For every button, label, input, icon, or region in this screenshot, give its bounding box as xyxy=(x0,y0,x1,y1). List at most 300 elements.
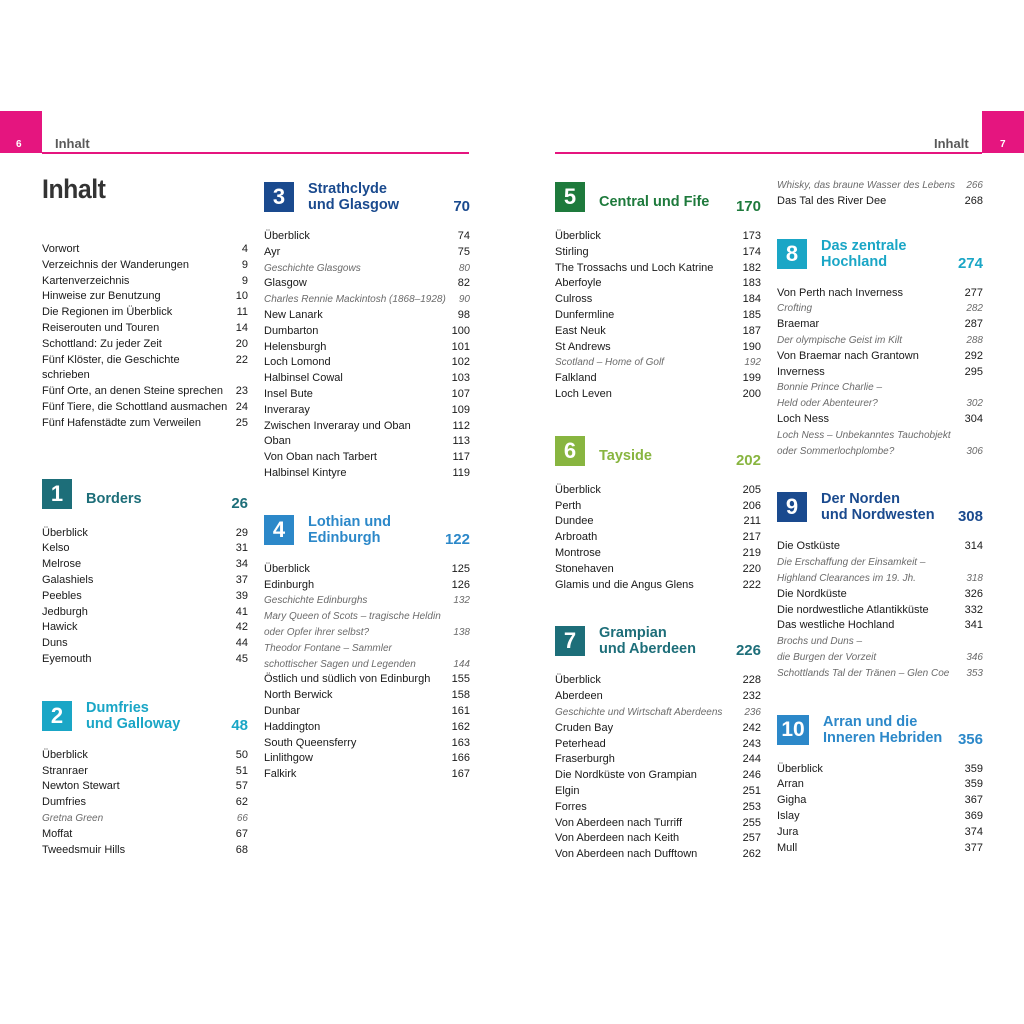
toc-entry xyxy=(555,340,761,356)
toc-feature-entry xyxy=(777,333,983,349)
entry-title: Gigha xyxy=(777,794,807,807)
toc-entry xyxy=(555,689,761,705)
toc-entry xyxy=(42,274,248,290)
chapter-entries xyxy=(777,539,983,681)
entry-title: Brochs und Duns – die Burgen der Vorzeit xyxy=(777,636,877,663)
chapter-heading xyxy=(555,177,761,217)
entry-title: Gretna Green xyxy=(42,812,104,824)
toc-entry xyxy=(777,762,983,778)
entry-page: 304 xyxy=(964,412,983,425)
continued-entries xyxy=(777,178,983,210)
entry-title: Reiserouten und Touren xyxy=(42,321,160,334)
entry-title: Fünf Orte, an denen Steine sprechen xyxy=(42,385,224,398)
entry-title: Kartenverzeichnis xyxy=(42,274,130,287)
toc-entry xyxy=(42,353,248,385)
entry-title: Die nordwestliche Atlantikküste xyxy=(777,603,929,616)
toc-entry xyxy=(777,365,983,381)
chapter-entries xyxy=(555,673,761,863)
right-running-header: Inhalt xyxy=(934,136,969,151)
entry-page: 162 xyxy=(451,720,470,733)
chapters-list xyxy=(777,234,983,857)
entry-page: 51 xyxy=(235,764,248,777)
entry-title: Arbroath xyxy=(555,531,598,544)
entry-title: Die Ostküste xyxy=(777,540,840,553)
toc-entry xyxy=(42,541,248,557)
entry-page: 359 xyxy=(964,762,983,775)
entry-title: Die Erschaffung der Einsamkeit – Highland Clearances im 19. Jh. xyxy=(777,557,926,584)
entry-title: St Andrews xyxy=(555,340,611,353)
entry-title: Stirling xyxy=(555,245,589,258)
entry-title: Galashiels xyxy=(42,573,94,586)
entry-page: 25 xyxy=(235,416,248,429)
entry-page: 101 xyxy=(451,340,470,353)
chapter-number-badge: 2 xyxy=(42,701,72,731)
entry-page: 98 xyxy=(457,308,470,321)
toc-entry xyxy=(555,737,761,753)
entry-title: Theodor Fontane – Sammler schottischer Sagen und Legenden xyxy=(264,642,416,670)
toc-entry xyxy=(555,245,761,261)
chapter-number-badge: 5 xyxy=(555,182,585,212)
entry-page: 306 xyxy=(966,445,983,457)
entry-page: 266 xyxy=(966,180,983,191)
entry-page: 251 xyxy=(742,784,761,797)
entry-title: Von Perth nach Inverness xyxy=(777,286,903,299)
entry-page: 242 xyxy=(742,721,761,734)
entry-title: Überblick xyxy=(555,674,601,687)
entry-page: 220 xyxy=(742,562,761,575)
toc-entry xyxy=(264,688,470,704)
toc-entry xyxy=(42,337,248,353)
toc-entry xyxy=(555,261,761,277)
chapter-heading xyxy=(264,177,470,217)
entry-title: Newton Stewart xyxy=(42,780,120,793)
entry-title: Dumfries xyxy=(42,796,87,809)
toc-entry xyxy=(42,636,248,652)
toc-feature-entry xyxy=(264,292,470,308)
chapters-list xyxy=(264,177,470,783)
chapter-title: Strathclyde und Glasgow xyxy=(308,181,400,213)
chapter-title: Borders xyxy=(86,490,142,507)
entry-title: Glasgow xyxy=(264,277,307,290)
chapter-number-badge: 4 xyxy=(264,515,294,545)
toc-entry xyxy=(42,321,248,337)
entry-page: 57 xyxy=(235,780,248,793)
entry-page: 185 xyxy=(742,308,761,321)
entry-title: Loch Ness xyxy=(777,412,829,425)
entry-page: 341 xyxy=(964,619,983,632)
chapter-heading xyxy=(42,696,248,736)
toc-entry xyxy=(777,777,983,793)
chapter-number-badge: 1 xyxy=(42,479,72,509)
entry-title: Geschichte Edinburghs xyxy=(264,595,368,607)
entry-page: 287 xyxy=(964,318,983,331)
chapter-page: 26 xyxy=(231,494,248,512)
toc-entry xyxy=(42,258,248,274)
entry-title: Fraserburgh xyxy=(555,753,615,766)
entry-title: Schottlands Tal der Tränen – Glen Coe xyxy=(777,667,950,679)
entry-page: 217 xyxy=(742,531,761,544)
entry-title: North Berwick xyxy=(264,689,333,702)
entry-page: 199 xyxy=(742,372,761,385)
entry-page: 236 xyxy=(744,706,761,718)
chapter-page: 202 xyxy=(735,451,761,469)
entry-title: Geschichte und Wirtschaft Aberdeens xyxy=(555,706,723,718)
toc-feature-entry xyxy=(777,634,983,666)
chapter-title: Lothian und Edinburgh xyxy=(308,513,391,546)
toc-feature-entry xyxy=(777,380,983,412)
toc-feature-entry xyxy=(777,301,983,317)
entry-title: Peterhead xyxy=(555,737,606,750)
entry-page: 39 xyxy=(235,589,248,602)
chapter-title: Der Norden und Nordwesten xyxy=(821,491,935,524)
chapter-entries xyxy=(777,762,983,857)
entry-page: 167 xyxy=(451,768,470,781)
toc-entry xyxy=(555,483,761,499)
chapter-page: 170 xyxy=(735,198,761,215)
intro-entries xyxy=(42,242,248,432)
chapter-number-badge: 6 xyxy=(555,436,585,466)
toc-entry xyxy=(42,843,248,859)
toc-feature-entry xyxy=(555,705,761,721)
entry-title: Cruden Bay xyxy=(555,721,614,734)
toc-entry xyxy=(264,720,470,736)
entry-title: Melrose xyxy=(42,558,82,571)
entry-title: Haddington xyxy=(264,720,321,733)
entry-title: Zwischen Inveraray und Oban xyxy=(264,419,411,432)
entry-page: 163 xyxy=(451,736,470,749)
toc-feature-entry xyxy=(777,178,983,194)
toc-feature-entry xyxy=(264,261,470,277)
chapter-entries xyxy=(264,562,470,783)
entry-page: 257 xyxy=(742,832,761,845)
toc-entry xyxy=(777,539,983,555)
left-page-number-tab xyxy=(0,111,42,153)
entry-page: 44 xyxy=(235,637,248,650)
entry-page: 62 xyxy=(235,796,248,809)
entry-page: 255 xyxy=(742,816,761,829)
toc-entry xyxy=(555,831,761,847)
entry-page: 138 xyxy=(453,626,470,638)
left-page-number: 6 xyxy=(16,139,22,150)
entry-page: 367 xyxy=(964,794,983,807)
chapter-page: 356 xyxy=(957,730,983,748)
chapter-number-badge: 10 xyxy=(777,715,809,745)
entry-title: Scotland – Home of Golf xyxy=(555,357,664,369)
entry-page: 187 xyxy=(742,324,761,337)
toc-entry xyxy=(777,841,983,857)
entry-page: 292 xyxy=(964,349,983,362)
entry-page: 332 xyxy=(964,603,983,616)
toc-entry xyxy=(555,768,761,784)
entry-page: 66 xyxy=(236,812,248,824)
chapter-number-badge: 3 xyxy=(264,182,294,212)
entry-page: 268 xyxy=(964,194,983,207)
toc-entry xyxy=(264,736,470,752)
entry-title: Eyemouth xyxy=(42,652,92,665)
entry-page: 174 xyxy=(742,245,761,258)
entry-title: Ayr xyxy=(264,245,281,258)
entry-title: Peebles xyxy=(42,589,82,602)
entry-page: 166 xyxy=(451,752,470,765)
chapters-list xyxy=(555,177,761,863)
entry-title: Die Nordküste xyxy=(777,587,847,600)
toc-entry xyxy=(264,704,470,720)
toc-entry xyxy=(777,317,983,333)
entry-title: Das Tal des River Dee xyxy=(777,194,887,207)
toc-entry xyxy=(42,400,248,416)
toc-entry xyxy=(264,308,470,324)
toc-entry xyxy=(264,672,470,688)
entry-title: Dunbar xyxy=(264,704,301,717)
toc-entry xyxy=(777,412,983,428)
toc-entry xyxy=(264,245,470,261)
entry-title: Das westliche Hochland xyxy=(777,619,895,632)
toc-feature-entry xyxy=(777,555,983,587)
entry-title: Von Oban nach Tarbert xyxy=(264,451,377,464)
entry-page: 184 xyxy=(742,293,761,306)
entry-page: 314 xyxy=(964,540,983,553)
toc-entry xyxy=(264,355,470,371)
entry-page: 45 xyxy=(235,652,248,665)
entry-title: The Trossachs und Loch Katrine xyxy=(555,261,714,274)
entry-page: 74 xyxy=(457,230,470,242)
chapter-title: Central und Fife xyxy=(599,194,710,210)
toc-entry xyxy=(555,800,761,816)
entry-page: 295 xyxy=(964,365,983,378)
entry-page: 374 xyxy=(964,825,983,838)
entry-title: Dumbarton xyxy=(264,324,319,337)
toc-entry xyxy=(264,340,470,356)
toc-entry xyxy=(777,825,983,841)
toc-column-4 xyxy=(777,178,983,856)
entry-title: Aberfoyle xyxy=(555,277,602,290)
entry-page: 246 xyxy=(742,769,761,782)
entry-page: 4 xyxy=(241,243,248,255)
entry-page: 29 xyxy=(235,526,248,539)
entry-title: Perth xyxy=(555,499,582,512)
entry-page: 117 xyxy=(452,451,470,464)
toc-entry xyxy=(42,779,248,795)
entry-title: Moffat xyxy=(42,827,73,840)
toc-entry xyxy=(264,229,470,245)
chapter-number-badge: 7 xyxy=(555,626,585,656)
toc-entry xyxy=(42,557,248,573)
entry-title: Elgin xyxy=(555,784,580,797)
chapter-entries xyxy=(42,526,248,668)
entry-title: Helensburgh xyxy=(264,340,327,353)
entry-title: Fünf Hafenstädte zum Verweilen xyxy=(42,416,201,429)
chapter-entries xyxy=(777,286,983,460)
entry-page: 11 xyxy=(236,306,248,319)
entry-title: Jedburgh xyxy=(42,605,88,618)
entry-title: Falkland xyxy=(555,372,597,385)
entry-title: Überblick xyxy=(42,526,88,539)
chapter-title: Dumfries und Galloway xyxy=(86,699,181,732)
entry-title: Edinburgh xyxy=(264,578,315,591)
toc-entry xyxy=(264,276,470,292)
toc-entry xyxy=(42,384,248,400)
toc-column-2 xyxy=(264,177,470,783)
entry-page: 326 xyxy=(964,587,983,600)
entry-title: Loch Ness – Unbekanntes Tauchobjekt oder Sommerlochplombe? xyxy=(777,429,951,457)
entry-title: Loch Leven xyxy=(555,387,612,400)
toc-entry xyxy=(777,587,983,603)
entry-title: Charles Rennie Mackintosh (1868–1928) xyxy=(264,294,446,306)
entry-title: Stonehaven xyxy=(555,562,614,575)
entry-title: Inveraray xyxy=(264,403,310,416)
entry-title: Von Aberdeen nach Dufftown xyxy=(555,848,698,861)
chapter-heading xyxy=(777,710,983,750)
toc-feature-entry xyxy=(42,811,248,827)
entry-title: Die Regionen im Überblick xyxy=(42,306,173,319)
entry-page: 359 xyxy=(964,778,983,791)
entry-title: Duns xyxy=(42,637,68,650)
entry-page: 244 xyxy=(742,753,761,766)
entry-title: Montrose xyxy=(555,546,601,559)
entry-title: Hinweise zur Benutzung xyxy=(42,290,161,303)
entry-page: 155 xyxy=(451,673,470,686)
entry-title: Hawick xyxy=(42,621,78,634)
entry-page: 31 xyxy=(235,542,248,555)
toc-entry xyxy=(555,847,761,863)
toc-entry xyxy=(777,793,983,809)
page-title: Inhalt xyxy=(42,174,106,204)
chapter-page: 122 xyxy=(444,530,470,548)
entry-page: 277 xyxy=(964,286,983,299)
entry-page: 24 xyxy=(235,400,248,413)
entry-title: Östlich und südlich von Edinburgh xyxy=(264,673,431,686)
toc-entry xyxy=(42,795,248,811)
toc-entry xyxy=(555,816,761,832)
toc-entry xyxy=(777,603,983,619)
entry-title: Arran xyxy=(777,778,804,791)
toc-entry xyxy=(42,526,248,542)
entry-page: 318 xyxy=(966,572,983,584)
entry-title: Der olympische Geist im Kilt xyxy=(777,334,903,346)
entry-title: New Lanark xyxy=(264,308,323,321)
entry-page: 41 xyxy=(235,605,248,618)
entry-title: South Queensferry xyxy=(264,736,357,749)
toc-entry xyxy=(264,767,470,783)
toc-entry xyxy=(555,562,761,578)
entry-page: 102 xyxy=(451,356,470,369)
toc-entry xyxy=(264,403,470,419)
entry-title: Braemar xyxy=(777,318,820,331)
toc-entry xyxy=(555,673,761,689)
entry-page: 119 xyxy=(452,466,470,479)
toc-entry xyxy=(264,324,470,340)
entry-title: Dundee xyxy=(555,515,594,528)
toc-entry xyxy=(42,827,248,843)
entry-page: 206 xyxy=(742,499,761,512)
entry-title: Bonnie Prince Charlie – Held oder Abenteurer? xyxy=(777,382,883,410)
entry-page: 10 xyxy=(235,290,248,303)
entry-page: 190 xyxy=(742,340,761,353)
toc-entry xyxy=(777,286,983,302)
entry-page: 243 xyxy=(742,737,761,750)
entry-page: 103 xyxy=(451,372,470,385)
toc-entry xyxy=(264,562,470,578)
entry-page: 211 xyxy=(743,515,761,528)
entry-title: Glamis und die Angus Glens xyxy=(555,578,694,591)
entry-page: 14 xyxy=(235,321,248,334)
entry-title: Verzeichnis der Wanderungen xyxy=(42,258,189,271)
entry-page: 23 xyxy=(235,385,248,398)
entry-title: Fünf Klöster, die Geschichte schrieben xyxy=(42,353,180,382)
entry-page: 107 xyxy=(451,387,470,400)
entry-page: 9 xyxy=(241,258,248,271)
entry-title: Tweedsmuir Hills xyxy=(42,843,126,856)
toc-entry xyxy=(555,292,761,308)
toc-feature-entry xyxy=(777,666,983,682)
entry-page: 158 xyxy=(451,689,470,702)
toc-entry xyxy=(555,324,761,340)
chapter-entries xyxy=(555,229,761,403)
toc-entry xyxy=(555,229,761,245)
entry-page: 192 xyxy=(744,357,761,369)
entry-title: Whisky, das braune Wasser des Lebens xyxy=(777,180,956,191)
entry-title: Inverness xyxy=(777,365,825,378)
toc-entry xyxy=(555,387,761,403)
toc-entry xyxy=(777,618,983,634)
entry-page: 200 xyxy=(742,387,761,400)
right-header-rule xyxy=(555,152,982,154)
chapter-heading xyxy=(555,621,761,661)
chapter-page: 70 xyxy=(453,198,470,215)
toc-entry xyxy=(42,748,248,764)
entry-page: 288 xyxy=(966,334,983,346)
entry-page: 126 xyxy=(451,578,470,591)
entry-page: 353 xyxy=(966,667,983,679)
entry-page: 20 xyxy=(235,337,248,350)
toc-entry xyxy=(264,371,470,387)
toc-entry xyxy=(264,466,470,482)
toc-entry xyxy=(42,620,248,636)
entry-title: Überblick xyxy=(264,230,310,242)
toc-entry xyxy=(555,784,761,800)
toc-entry xyxy=(555,752,761,768)
entry-title: Oban xyxy=(264,435,291,448)
entry-page: 222 xyxy=(742,578,761,591)
entry-title: Jura xyxy=(777,825,799,838)
toc-entry xyxy=(264,387,470,403)
chapter-page: 48 xyxy=(231,716,248,734)
entry-title: Von Aberdeen nach Keith xyxy=(555,832,680,845)
entry-page: 369 xyxy=(964,809,983,822)
toc-entry xyxy=(555,514,761,530)
toc-feature-entry xyxy=(555,355,761,371)
toc-entry xyxy=(555,276,761,292)
entry-page: 173 xyxy=(742,230,761,242)
toc-entry xyxy=(777,194,983,210)
chapters-list xyxy=(42,474,248,859)
chapter-page: 274 xyxy=(957,254,983,272)
toc-entry xyxy=(555,371,761,387)
entry-page: 253 xyxy=(742,800,761,813)
toc-entry xyxy=(555,546,761,562)
chapter-number-badge: 9 xyxy=(777,492,807,522)
chapter-page: 226 xyxy=(735,642,761,660)
entry-page: 109 xyxy=(451,403,470,416)
entry-title: Dunfermline xyxy=(555,308,615,321)
entry-page: 262 xyxy=(742,848,761,861)
toc-entry xyxy=(42,242,248,258)
entry-title: Forres xyxy=(555,800,587,813)
entry-title: Von Aberdeen nach Turriff xyxy=(555,816,682,829)
chapter-title: Tayside xyxy=(599,447,652,464)
toc-entry xyxy=(555,721,761,737)
toc-entry xyxy=(42,305,248,321)
